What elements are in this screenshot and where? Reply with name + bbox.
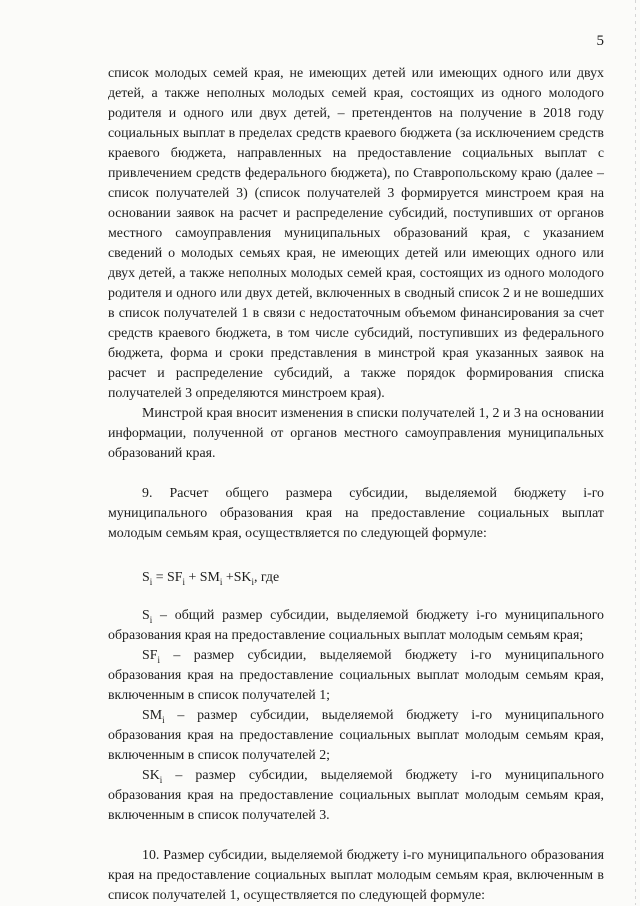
page-number: 5 [596,33,604,49]
formula-term: SM [199,570,220,585]
def-symbol: SK [142,768,160,783]
definition-sm [108,706,604,766]
formula-term: S [142,570,150,585]
paragraph-recipients-list-3: список молодых семей края, не имеющих детей или имеющих одного или двух детей, а также неполных молодых семей края, состоящих из одного молодого родителя и одного или двух детей, – претендентов на получение в 2018 году социальных выплат в пределах средств краевого бюджета (за исключением средств краевого бюджета, направленных на предоставление социальных выплат с привлечением средств федерального бюджета), по Ставропольскому краю (далее – список получателей 3) (список получателей 3 формируется минстроем края на основании заявок на расчет и распределение субсидий, поступивших от органов местного самоуправления муниципальных образований края, с указанием сведений о молодых семьях края, не имеющих детей или имеющих одного или двух детей, а также неполных молодых семей края, состоящих из одного молодого родителя и одного или двух детей, включенных в сводный список 2 и не вошедших в список получателей 1 в связи с недостаточным объемом финансирования за счет средств краевого бюджета, в том числе субсидий, поступивших из федерального бюджета, форма и сроки представления в минстрой края указанных заявок на расчет и распределение субсидий, а также порядок формирования списка получателей 3 определяются минстроем края). [108,66,604,401]
paragraph-list-changes: Минстрой края вносит изменения в списки получателей 1, 2 и 3 на основании информации, полученной от органов местного самоуправления муниципальных образований края. [108,406,604,461]
scan-edge-artifact [635,0,636,905]
def-subscript: i [159,774,163,785]
def-text: – общий размер субсидии, выделяемой бюджету i-го муниципального образования края на предоставление социальных выплат молодым семьям края; [108,608,604,643]
formula-tail: , где [253,570,280,585]
paragraph-section-10: 10. Размер субсидии, выделяемой бюджету i-го муниципального образования края на предоставление социальных выплат молодым семьям края, включенным в список получателей 1, осуществляется по следующей формуле: [108,848,604,903]
def-subscript: i [162,714,165,725]
def-text: – размер субсидии, выделяемой бюджету i-го муниципального образования края на предоставление социальных выплат молодым семьям края, включенным в список получателей 1; [108,648,604,703]
def-subscript: i [157,654,160,665]
definition-s [108,606,604,646]
formula-subscript: i [182,576,185,587]
definition-sk [108,766,604,826]
definition-sf [108,646,604,706]
document-body [108,64,604,906]
def-symbol: S [142,608,150,623]
formula-operator: + [185,570,200,585]
formula-total-subsidy [108,568,604,588]
formula-subscript: i [149,576,153,587]
def-text: – размер субсидии, выделяемой бюджету i-го муниципального образования края на предоставление социальных выплат молодым семьям края, включенным в список получателей 2; [108,708,604,763]
formula-operator: + [222,570,234,585]
def-subscript: i [149,614,153,625]
formula-subscript: i [219,576,223,587]
paragraph-section-9: 9. Расчет общего размера субсидии, выделяемой бюджету i-го муниципального образования края на предоставление социальных выплат молодым семьям края, осуществляется по следующей формуле: [108,486,604,541]
formula-operator: = [152,570,168,585]
formula-term: SK [233,570,252,585]
formula-subscript: i [251,576,254,587]
def-text: – размер субсидии, выделяемой бюджету i-го муниципального образования края на предоставление социальных выплат молодым семьям края, включенным в список получателей 3. [108,768,604,823]
formula-term: SF [167,570,183,585]
def-symbol: SM [142,708,163,723]
def-symbol: SF [142,648,158,663]
